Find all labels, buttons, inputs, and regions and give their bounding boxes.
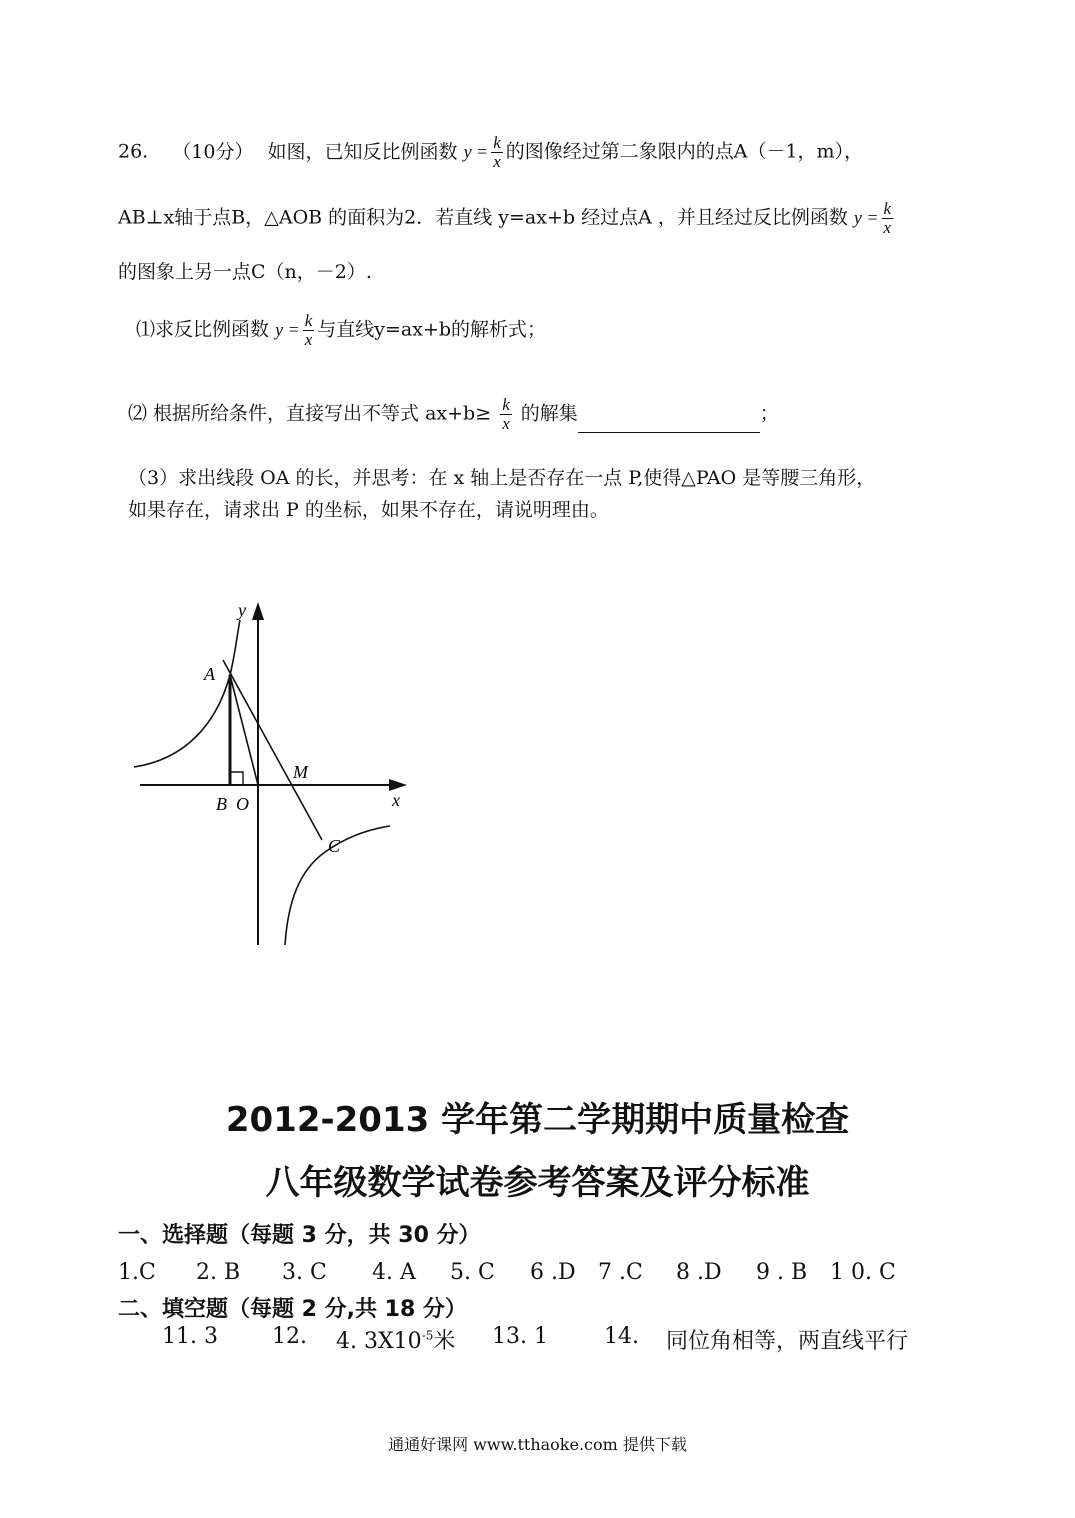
hyperbola-branch-ii xyxy=(134,620,240,767)
problem-line-2 xyxy=(118,200,896,237)
choice-answer: 7 .C xyxy=(598,1260,643,1285)
y-axis-arrow xyxy=(252,602,264,620)
fill-answer-13: 13. 1 xyxy=(492,1324,548,1349)
question-1 xyxy=(136,312,546,349)
problem-number: 26. xyxy=(118,140,149,163)
fraction-k-over-x: $\frac{k}{x}$ xyxy=(502,395,510,433)
problem-text: 的图像经过第二象限内的点A（－1，m）， xyxy=(505,140,864,163)
formula-y: y = xyxy=(853,207,879,228)
fill-answer-12: 4. $3X10^{-5}$米 xyxy=(336,1328,456,1354)
formula-y: y = xyxy=(463,141,489,162)
fill-answer-14-number: 14. xyxy=(604,1324,639,1349)
fill-answer-11: 11. 3 xyxy=(162,1324,218,1349)
question-text: 与直线y=ax+b的解析式； xyxy=(317,318,547,341)
fill-answer-14: 同位角相等，两直线平行 xyxy=(666,1329,909,1354)
question-text: ⑴求反比例函数 xyxy=(136,318,270,341)
fraction-k-over-x: $\frac{k}{x}$ xyxy=(304,311,313,349)
problem-text: AB⊥x轴于点B，△AOB 的面积为2．若直线 y=ax+b 经过点A ，并且经过反比例函数 xyxy=(118,206,848,229)
label-a: A xyxy=(204,664,215,684)
choice-answer: 4. A xyxy=(372,1260,416,1285)
question-text: 的解集 xyxy=(520,402,578,425)
choice-answer: 1.C xyxy=(118,1260,156,1285)
section-choice-heading: 一、选择题（每题 3 分，共 30 分） xyxy=(118,1223,481,1248)
question-3-line-1 xyxy=(128,464,875,492)
question-text: 如果存在，请求出 P 的坐标，如果不存在，请说明理由。 xyxy=(128,499,609,521)
section-fill-heading: 二、填空题（每题 2 分,共 18 分） xyxy=(118,1297,467,1322)
choice-answer: 9 . B xyxy=(756,1260,808,1285)
fraction-k-over-x: $\frac{k}{x}$ xyxy=(493,133,501,171)
fraction-k-over-x: $\frac{k}{x}$ xyxy=(883,199,892,237)
problem-text: 如图，已知反比例函数 xyxy=(267,140,458,163)
label-y: y xyxy=(238,600,246,620)
problem-line-3 xyxy=(118,258,372,286)
question-text: （3）求出线段 OA 的长，并思考：在 x 轴上是否存在一点 P,使得△PAO 是等腰三角形， xyxy=(128,467,876,489)
choice-answer: 5. C xyxy=(450,1260,495,1285)
choice-answer: 6 .D xyxy=(530,1260,576,1285)
fill-answer-12-number: 12. xyxy=(272,1324,307,1349)
choice-answer: 1 0. C xyxy=(830,1260,896,1285)
segment-ao xyxy=(230,675,258,785)
question-text: ⑵ 根据所给条件，直接写出不等式 ax+b≥ xyxy=(128,402,492,425)
answer-title-1: 2012-2013 学年第二学期期中质量检查 xyxy=(225,1100,850,1140)
question-2 xyxy=(128,396,779,433)
right-angle-marker xyxy=(230,772,243,785)
label-m: M xyxy=(293,762,308,782)
answer-blank[interactable] xyxy=(578,412,760,433)
question-text: ； xyxy=(759,402,779,425)
label-c: C xyxy=(328,836,341,856)
label-b: B xyxy=(216,794,227,814)
choice-answer: 3. C xyxy=(282,1260,327,1285)
question-3-line-2 xyxy=(128,496,609,524)
problem-points: （10分） xyxy=(172,140,254,163)
answer-title-2: 八年级数学试卷参考答案及评分标准 xyxy=(265,1163,810,1203)
choice-answer: 2. B xyxy=(196,1260,241,1285)
label-x: x xyxy=(392,790,400,810)
geometry-figure xyxy=(120,590,440,960)
choice-answer: 8 .D xyxy=(676,1260,722,1285)
problem-line-1 xyxy=(118,134,863,171)
label-o: O xyxy=(236,794,249,814)
formula-y: y = xyxy=(275,319,300,340)
page-footer: 通通好课网 www.tthaoke.com 提供下载 xyxy=(388,1435,687,1454)
problem-text: 的图象上另一点C（n，－2）. xyxy=(118,261,372,283)
